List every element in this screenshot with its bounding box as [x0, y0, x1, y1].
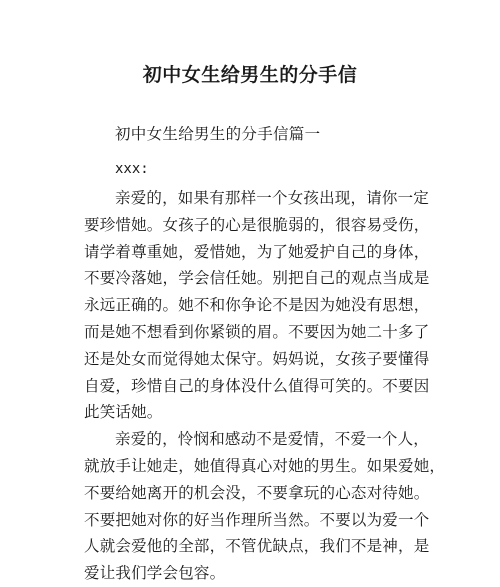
- document-title: 初中女生给男生的分手信: [142, 64, 358, 86]
- text-line: 不要把她对你的好当作理所当然。不要以为爱一个: [84, 510, 430, 529]
- text-line: 不要给她离开的机会没，不要拿玩的心态对待她。: [84, 483, 430, 502]
- text-line: 永远正确的。她不和你争论不是因为她没有思想，: [84, 296, 430, 315]
- letter-salutation: xxx:: [115, 161, 149, 177]
- text-line: 亲爱的，怜悯和感动不是爱情，不爱一个人，: [115, 430, 430, 449]
- text-line: 自爱，珍惜自己的身体没什么值得可笑的。不要因: [84, 376, 430, 395]
- text-line: 爱让我们学会包容。: [84, 564, 226, 583]
- text-line: 人就会爱他的全部，不管优缺点，我们不是神，是: [84, 537, 430, 556]
- document-body: [84, 124, 446, 587]
- paragraph-1: [84, 185, 429, 426]
- text-line: 亲爱的，如果有那样一个女孩出现，请你一定: [115, 189, 430, 207]
- text-line: 要珍惜她。女孩子的心是很脆弱的，很容易受伤，: [84, 215, 430, 234]
- paragraph-2: [84, 426, 446, 587]
- text-line: 不要冷落她，学会信任她。别把自己的观点当成是: [84, 269, 430, 288]
- text-line: 请学着尊重她，爱惜她，为了她爱护自己的身体，: [84, 242, 430, 261]
- text-line: 此笑话她。: [84, 403, 163, 422]
- text-line: 就放手让她走，她值得真心对她的男生。如果爱她，: [84, 456, 446, 475]
- text-line: 还是处女而觉得她太保守。妈妈说，女孩子要懂得: [84, 349, 430, 368]
- letter-subheading: 初中女生给男生的分手信篇一: [115, 125, 321, 143]
- text-line: 而是她不想看到你紧锁的眉。不要因为她二十多了: [84, 322, 430, 341]
